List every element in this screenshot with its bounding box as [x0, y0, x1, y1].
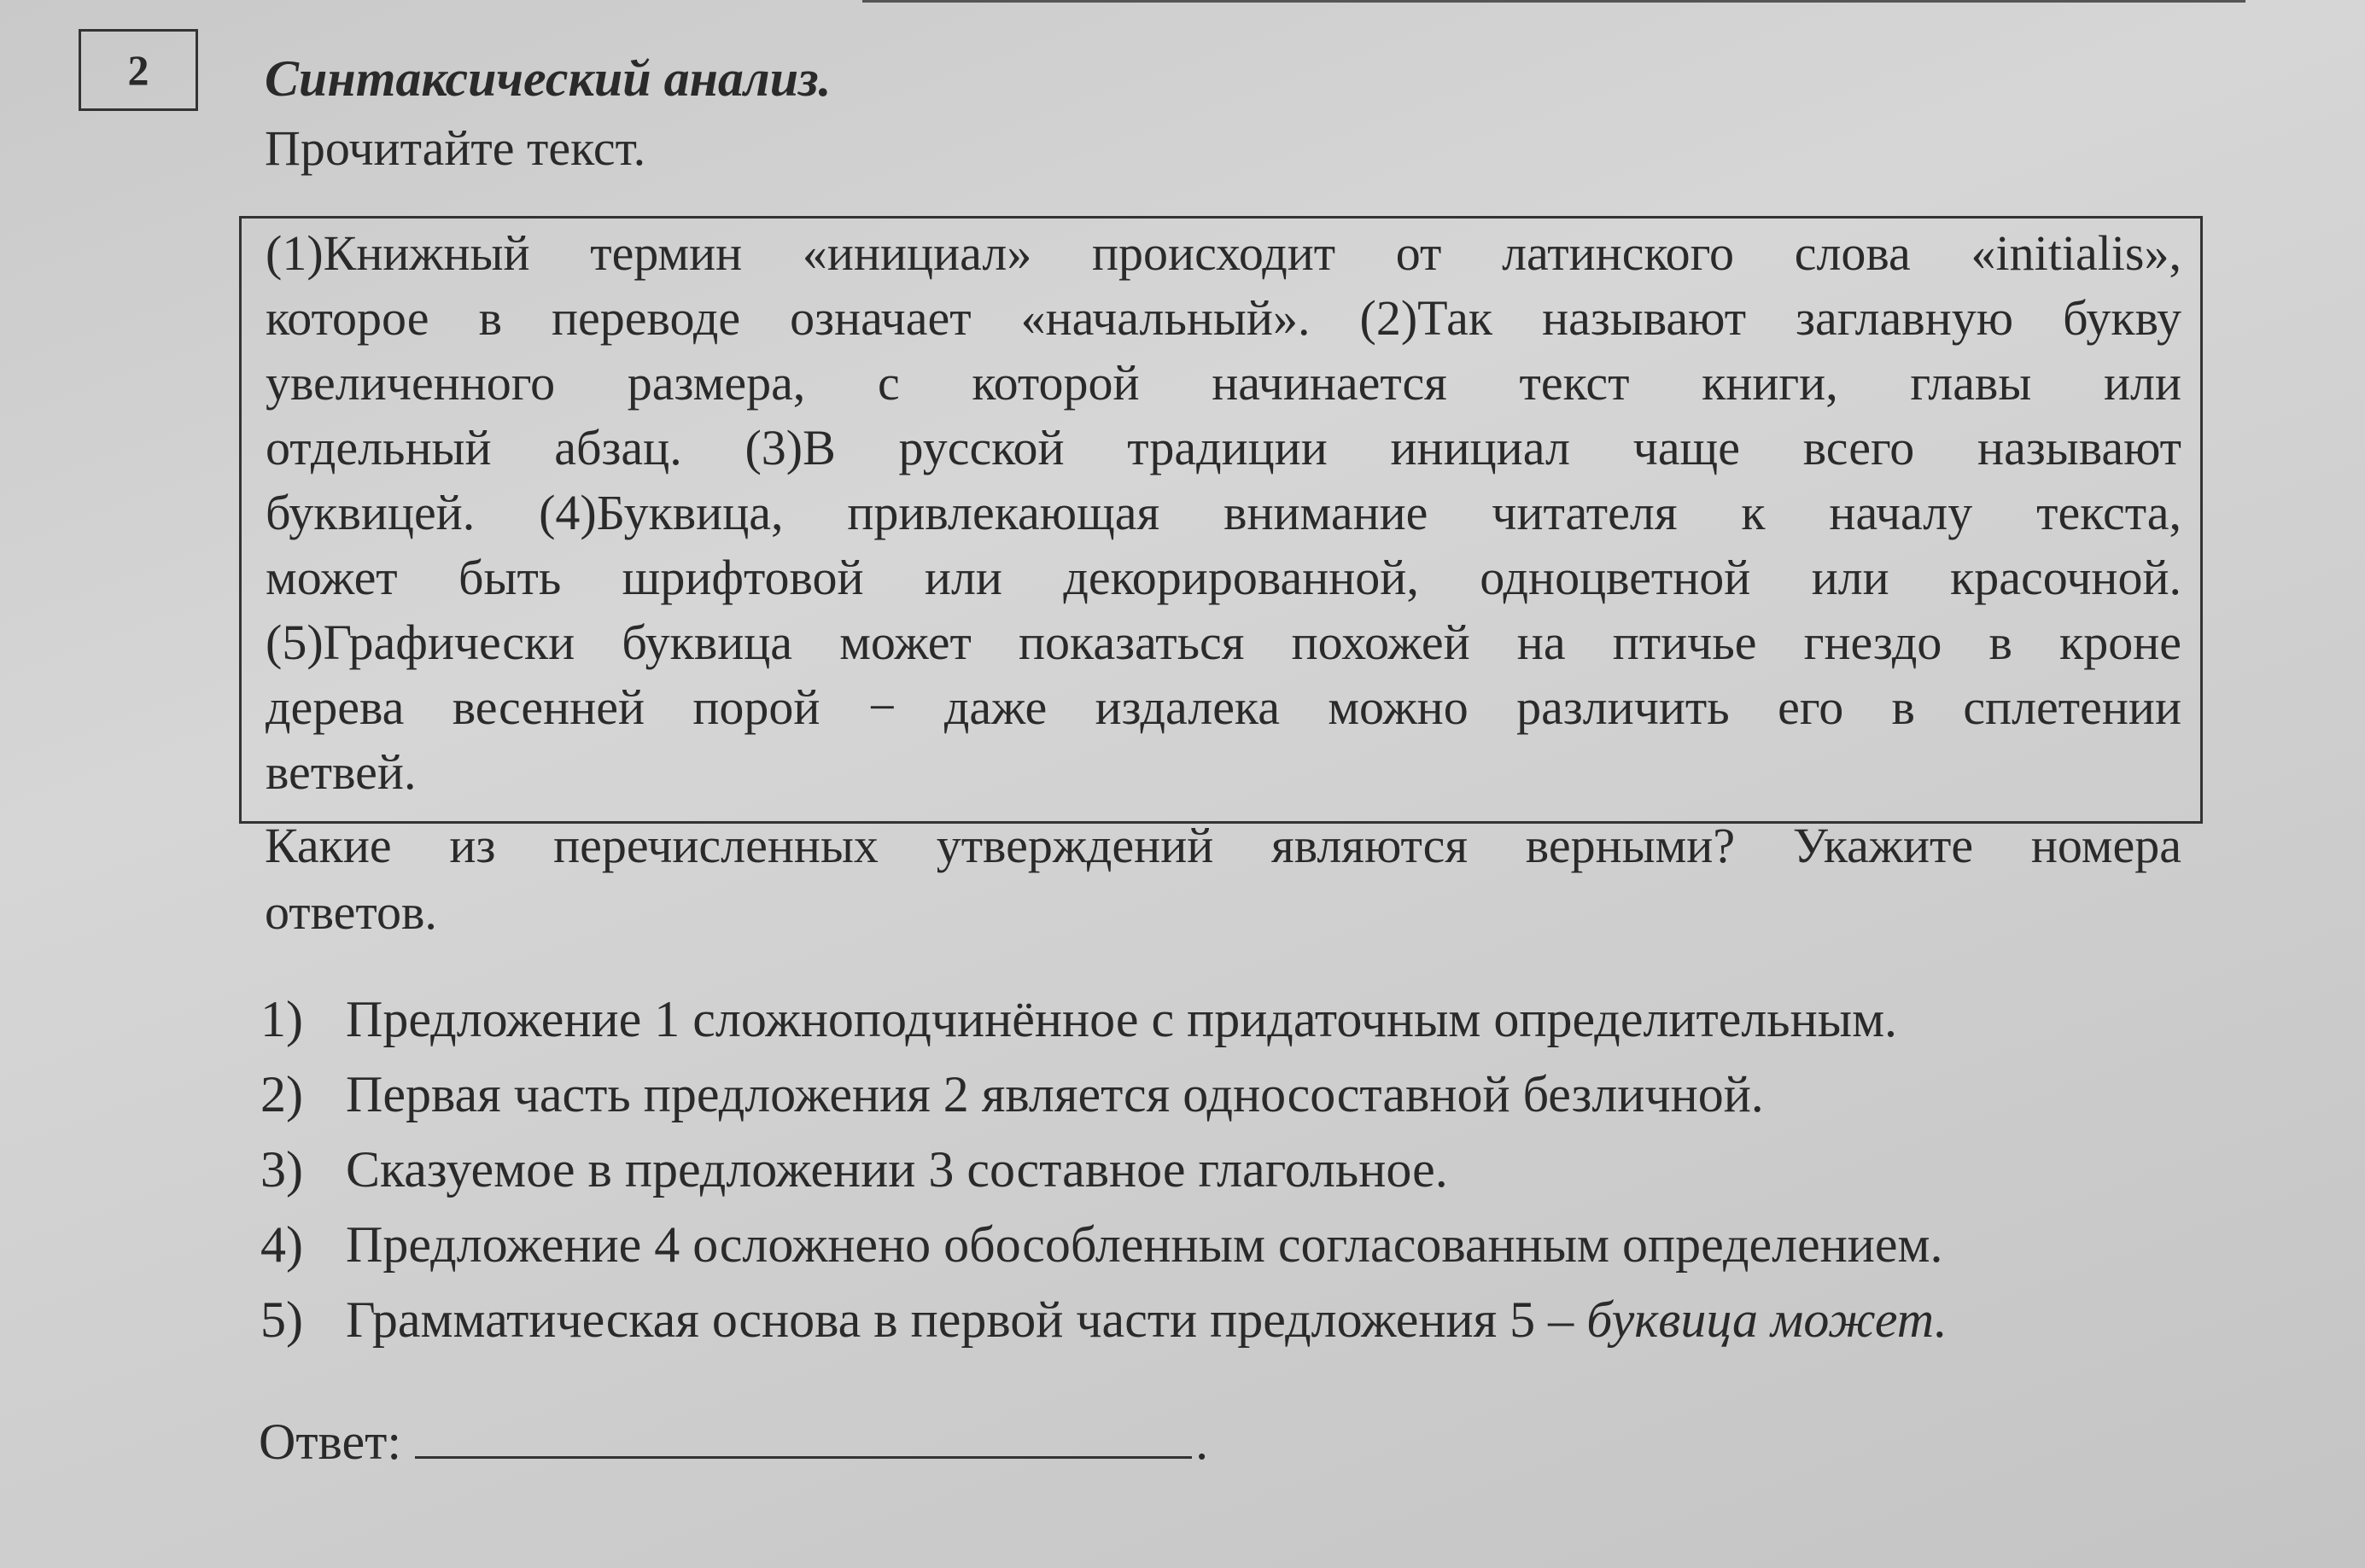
task-number: 2 — [127, 46, 149, 94]
question-line: ответов. — [265, 884, 437, 940]
text-line: ветвей. — [266, 744, 417, 800]
reading-text-box — [239, 216, 2203, 824]
task-title: Синтаксический анализ. — [265, 50, 832, 107]
task-instruction: Прочитайте текст. — [265, 120, 646, 176]
text-line: (1)Книжный термин «инициал» происходит от латинского слова «initialis», — [266, 225, 2181, 281]
option-item — [260, 982, 2224, 1057]
text-line: которое в переводе означает «начальный». (2)Так называют заглавную букву — [266, 290, 2181, 346]
option-number: 3) — [260, 1141, 303, 1198]
question — [265, 813, 2181, 946]
answer-input-line[interactable] — [415, 1400, 1192, 1459]
answer-row — [259, 1400, 1208, 1472]
text-line: может быть шрифтовой или декорированной, одноцветной или красочной. — [266, 550, 2181, 605]
option-text — [346, 1282, 1947, 1357]
option-text-plain: Грамматическая основа в первой части предложения 5 – — [346, 1291, 1587, 1348]
answer-end-dot: . — [1195, 1414, 1209, 1470]
answer-options — [260, 982, 2224, 1357]
option-item — [260, 1057, 2224, 1132]
top-rule — [862, 0, 2245, 3]
text-line: (5)Графически буквица может показаться похожей на птичье гнездо в кроне — [266, 615, 2181, 670]
text-line: отдельный абзац. (3)В русской традиции инициал чаще всего называют — [266, 420, 2181, 475]
option-number: 2) — [260, 1066, 303, 1122]
option-number: 1) — [260, 991, 303, 1047]
text-line: дерева весенней порой − даже издалека можно различить его в сплетении — [266, 679, 2181, 735]
option-text: Первая часть предложения 2 является односоставной безличной. — [346, 1066, 1764, 1122]
text-line: увеличенного размера, с которой начинается текст книги, главы или — [266, 355, 2181, 411]
text-line: буквицей. (4)Буквица, привлекающая внимание читателя к началу текста, — [266, 485, 2181, 540]
option-text: Предложение 4 осложнено обособленным согласованным определением. — [346, 1216, 1943, 1273]
option-item — [260, 1282, 2224, 1357]
option-text-italic: буквица может. — [1586, 1291, 1947, 1348]
option-item — [260, 1132, 2224, 1207]
task-number-box — [79, 29, 198, 111]
option-number: 5) — [260, 1291, 303, 1348]
option-text: Предложение 1 сложноподчинённое с придаточным определительным. — [346, 991, 1898, 1047]
question-line: Какие из перечисленных утверждений являются верными? Укажите номера — [265, 818, 2181, 873]
answer-label: Ответ: — [259, 1414, 402, 1470]
option-text: Сказуемое в предложении 3 составное глагольное. — [346, 1141, 1448, 1198]
option-number: 4) — [260, 1216, 303, 1273]
option-item — [260, 1207, 2224, 1282]
